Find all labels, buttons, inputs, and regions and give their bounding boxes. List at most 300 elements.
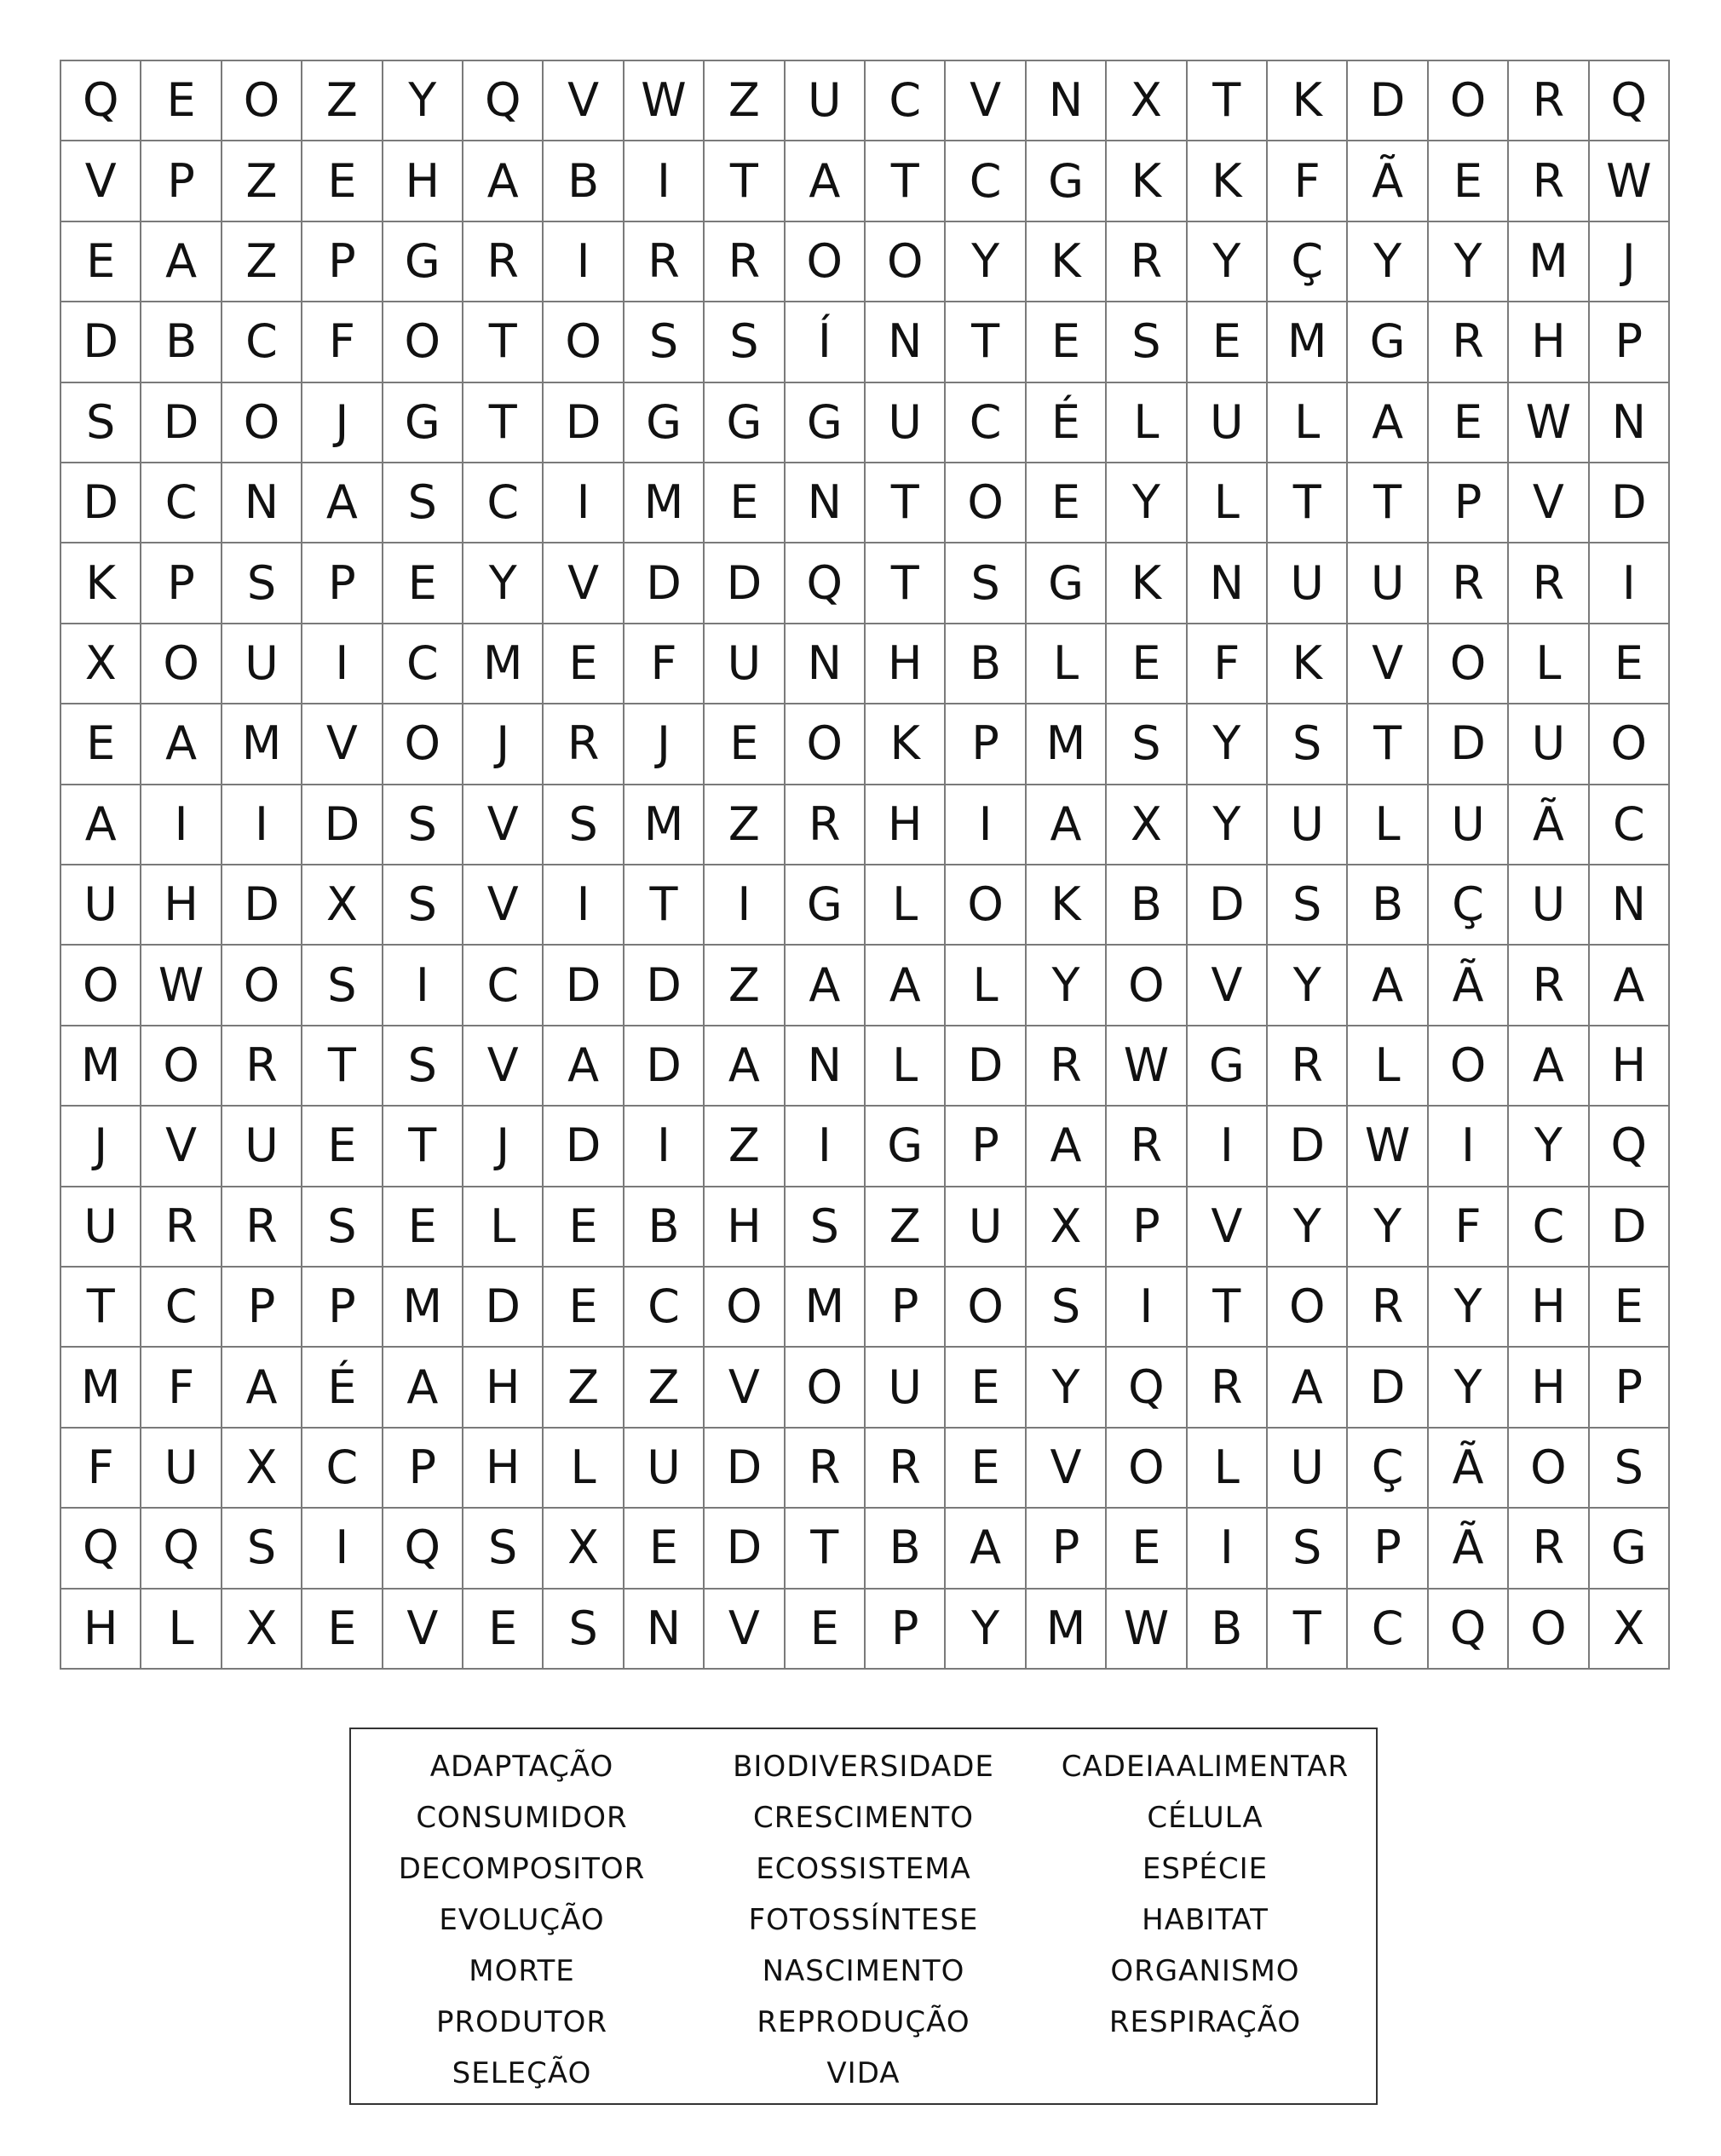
grid-cell[interactable]: O	[1268, 1268, 1348, 1348]
grid-cell[interactable]: O	[544, 302, 624, 382]
grid-cell[interactable]: U	[1268, 543, 1348, 624]
grid-cell[interactable]: R	[222, 1187, 302, 1268]
grid-cell[interactable]: I	[625, 141, 705, 221]
grid-cell[interactable]: A	[383, 1348, 463, 1428]
grid-cell[interactable]: X	[302, 865, 383, 946]
grid-cell[interactable]: R	[1027, 1026, 1107, 1107]
grid-cell[interactable]: O	[61, 946, 141, 1026]
grid-cell[interactable]: P	[302, 222, 383, 302]
grid-cell[interactable]: Z	[705, 946, 785, 1026]
grid-cell[interactable]: D	[1590, 463, 1670, 543]
grid-cell[interactable]: D	[705, 1429, 785, 1509]
grid-cell[interactable]: S	[222, 1509, 302, 1589]
grid-cell[interactable]: K	[1107, 141, 1187, 221]
grid-cell[interactable]: C	[1509, 1187, 1589, 1268]
grid-cell[interactable]: Í	[786, 302, 866, 382]
grid-cell[interactable]: V	[705, 1590, 785, 1670]
grid-cell[interactable]: G	[1027, 141, 1107, 221]
grid-cell[interactable]: H	[463, 1348, 544, 1428]
grid-cell[interactable]: S	[1268, 865, 1348, 946]
grid-cell[interactable]: X	[1107, 785, 1187, 865]
grid-cell[interactable]: O	[1429, 1026, 1509, 1107]
grid-cell[interactable]: S	[222, 543, 302, 624]
grid-cell[interactable]: Ã	[1348, 141, 1428, 221]
grid-cell[interactable]: U	[1509, 865, 1589, 946]
grid-cell[interactable]: H	[141, 865, 222, 946]
grid-cell[interactable]: Ã	[1429, 1509, 1509, 1589]
grid-cell[interactable]: E	[946, 1429, 1026, 1509]
grid-cell[interactable]: D	[1429, 704, 1509, 785]
grid-cell[interactable]: U	[786, 61, 866, 141]
grid-cell[interactable]: Y	[1268, 946, 1348, 1026]
grid-cell[interactable]: B	[141, 302, 222, 382]
grid-cell[interactable]: Y	[1188, 222, 1268, 302]
grid-cell[interactable]: H	[61, 1590, 141, 1670]
grid-cell[interactable]: I	[1188, 1509, 1268, 1589]
grid-cell[interactable]: U	[866, 1348, 946, 1428]
grid-cell[interactable]: Y	[463, 543, 544, 624]
grid-cell[interactable]: F	[302, 302, 383, 382]
grid-cell[interactable]: G	[383, 222, 463, 302]
grid-cell[interactable]: X	[222, 1590, 302, 1670]
grid-cell[interactable]: N	[625, 1590, 705, 1670]
grid-cell[interactable]: X	[1027, 1187, 1107, 1268]
grid-cell[interactable]: J	[302, 383, 383, 463]
grid-cell[interactable]: D	[141, 383, 222, 463]
grid-cell[interactable]: S	[1107, 704, 1187, 785]
grid-cell[interactable]: N	[786, 624, 866, 704]
grid-cell[interactable]: O	[222, 946, 302, 1026]
grid-cell[interactable]: L	[866, 865, 946, 946]
grid-cell[interactable]: I	[786, 1107, 866, 1187]
grid-cell[interactable]: P	[1107, 1187, 1187, 1268]
grid-cell[interactable]: R	[1348, 1268, 1428, 1348]
grid-cell[interactable]: Z	[302, 61, 383, 141]
grid-cell[interactable]: A	[946, 1509, 1026, 1589]
grid-cell[interactable]: U	[222, 1107, 302, 1187]
grid-cell[interactable]: S	[1027, 1268, 1107, 1348]
grid-cell[interactable]: E	[1107, 1509, 1187, 1589]
grid-cell[interactable]: Z	[705, 61, 785, 141]
grid-cell[interactable]: O	[1429, 61, 1509, 141]
grid-cell[interactable]: U	[61, 865, 141, 946]
grid-cell[interactable]: K	[1268, 61, 1348, 141]
grid-cell[interactable]: P	[141, 141, 222, 221]
grid-cell[interactable]: P	[141, 543, 222, 624]
grid-cell[interactable]: I	[141, 785, 222, 865]
grid-cell[interactable]: A	[1348, 946, 1428, 1026]
grid-cell[interactable]: F	[625, 624, 705, 704]
grid-cell[interactable]: R	[786, 1429, 866, 1509]
grid-cell[interactable]: P	[1348, 1509, 1428, 1589]
grid-cell[interactable]: W	[141, 946, 222, 1026]
grid-cell[interactable]: E	[1107, 624, 1187, 704]
grid-cell[interactable]: Q	[786, 543, 866, 624]
grid-cell[interactable]: Z	[222, 222, 302, 302]
grid-cell[interactable]: D	[61, 463, 141, 543]
grid-cell[interactable]: E	[141, 61, 222, 141]
grid-cell[interactable]: T	[383, 1107, 463, 1187]
grid-cell[interactable]: V	[383, 1590, 463, 1670]
grid-cell[interactable]: U	[141, 1429, 222, 1509]
grid-cell[interactable]: Y	[1429, 1268, 1509, 1348]
grid-cell[interactable]: G	[1590, 1509, 1670, 1589]
grid-cell[interactable]: E	[383, 543, 463, 624]
grid-cell[interactable]: M	[786, 1268, 866, 1348]
grid-cell[interactable]: Q	[1429, 1590, 1509, 1670]
grid-cell[interactable]: R	[1509, 543, 1589, 624]
grid-cell[interactable]: L	[866, 1026, 946, 1107]
grid-cell[interactable]: A	[786, 946, 866, 1026]
grid-cell[interactable]: Y	[1188, 785, 1268, 865]
grid-cell[interactable]: R	[1509, 946, 1589, 1026]
grid-cell[interactable]: A	[544, 1026, 624, 1107]
grid-cell[interactable]: D	[1188, 865, 1268, 946]
grid-cell[interactable]: C	[302, 1429, 383, 1509]
grid-cell[interactable]: O	[383, 704, 463, 785]
grid-cell[interactable]: A	[1027, 785, 1107, 865]
grid-cell[interactable]: B	[625, 1187, 705, 1268]
grid-cell[interactable]: O	[222, 61, 302, 141]
grid-cell[interactable]: V	[705, 1348, 785, 1428]
grid-cell[interactable]: R	[1509, 61, 1589, 141]
grid-cell[interactable]: S	[946, 543, 1026, 624]
grid-cell[interactable]: R	[1268, 1026, 1348, 1107]
grid-cell[interactable]: Z	[705, 785, 785, 865]
grid-cell[interactable]: C	[141, 463, 222, 543]
grid-cell[interactable]: N	[1027, 61, 1107, 141]
grid-cell[interactable]: F	[141, 1348, 222, 1428]
grid-cell[interactable]: D	[625, 1026, 705, 1107]
grid-cell[interactable]: P	[302, 1268, 383, 1348]
grid-cell[interactable]: O	[1429, 624, 1509, 704]
grid-cell[interactable]: V	[463, 865, 544, 946]
grid-cell[interactable]: J	[463, 1107, 544, 1187]
grid-cell[interactable]: Q	[383, 1509, 463, 1589]
grid-cell[interactable]: U	[705, 624, 785, 704]
grid-cell[interactable]: Ã	[1429, 946, 1509, 1026]
grid-cell[interactable]: D	[544, 946, 624, 1026]
grid-cell[interactable]: N	[866, 302, 946, 382]
grid-cell[interactable]: W	[625, 61, 705, 141]
grid-cell[interactable]: U	[1268, 1429, 1348, 1509]
grid-cell[interactable]: R	[1429, 543, 1509, 624]
grid-cell[interactable]: A	[1509, 1026, 1589, 1107]
grid-cell[interactable]: E	[61, 704, 141, 785]
grid-cell[interactable]: Y	[1027, 946, 1107, 1026]
grid-cell[interactable]: T	[866, 463, 946, 543]
grid-cell[interactable]: K	[61, 543, 141, 624]
grid-cell[interactable]: N	[222, 463, 302, 543]
grid-cell[interactable]: S	[544, 1590, 624, 1670]
grid-cell[interactable]: A	[463, 141, 544, 221]
grid-cell[interactable]: J	[1590, 222, 1670, 302]
grid-cell[interactable]: D	[705, 1509, 785, 1589]
grid-cell[interactable]: Y	[1107, 463, 1187, 543]
grid-cell[interactable]: É	[1027, 383, 1107, 463]
grid-cell[interactable]: A	[1268, 1348, 1348, 1428]
grid-cell[interactable]: A	[786, 141, 866, 221]
grid-cell[interactable]: R	[141, 1187, 222, 1268]
grid-cell[interactable]: T	[463, 302, 544, 382]
grid-cell[interactable]: R	[705, 222, 785, 302]
grid-cell[interactable]: U	[61, 1187, 141, 1268]
grid-cell[interactable]: S	[786, 1187, 866, 1268]
grid-cell[interactable]: I	[705, 865, 785, 946]
grid-cell[interactable]: D	[544, 1107, 624, 1187]
grid-cell[interactable]: E	[463, 1590, 544, 1670]
grid-cell[interactable]: X	[222, 1429, 302, 1509]
grid-cell[interactable]: T	[1268, 463, 1348, 543]
grid-cell[interactable]: Q	[1590, 1107, 1670, 1187]
grid-cell[interactable]: C	[383, 624, 463, 704]
grid-cell[interactable]: Y	[1348, 1187, 1428, 1268]
grid-cell[interactable]: O	[141, 624, 222, 704]
grid-cell[interactable]: S	[61, 383, 141, 463]
grid-cell[interactable]: L	[1107, 383, 1187, 463]
grid-cell[interactable]: V	[141, 1107, 222, 1187]
grid-cell[interactable]: T	[61, 1268, 141, 1348]
grid-cell[interactable]: M	[61, 1348, 141, 1428]
grid-cell[interactable]: I	[544, 222, 624, 302]
grid-cell[interactable]: K	[1107, 543, 1187, 624]
grid-cell[interactable]: I	[1188, 1107, 1268, 1187]
grid-cell[interactable]: H	[705, 1187, 785, 1268]
grid-cell[interactable]: P	[1590, 302, 1670, 382]
grid-cell[interactable]: T	[1348, 704, 1428, 785]
grid-cell[interactable]: G	[786, 865, 866, 946]
grid-cell[interactable]: G	[705, 383, 785, 463]
grid-cell[interactable]: C	[1348, 1590, 1428, 1670]
grid-cell[interactable]: V	[61, 141, 141, 221]
grid-cell[interactable]: S	[1268, 1509, 1348, 1589]
grid-cell[interactable]: O	[141, 1026, 222, 1107]
grid-cell[interactable]: A	[1348, 383, 1428, 463]
grid-cell[interactable]: L	[141, 1590, 222, 1670]
grid-cell[interactable]: E	[1027, 463, 1107, 543]
grid-cell[interactable]: T	[786, 1509, 866, 1589]
grid-cell[interactable]: S	[705, 302, 785, 382]
grid-cell[interactable]: C	[866, 61, 946, 141]
grid-cell[interactable]: U	[1268, 785, 1348, 865]
grid-cell[interactable]: W	[1348, 1107, 1428, 1187]
grid-cell[interactable]: R	[625, 222, 705, 302]
grid-cell[interactable]: W	[1107, 1590, 1187, 1670]
grid-cell[interactable]: Y	[1509, 1107, 1589, 1187]
grid-cell[interactable]: H	[866, 624, 946, 704]
grid-cell[interactable]: K	[1188, 141, 1268, 221]
grid-cell[interactable]: X	[544, 1509, 624, 1589]
grid-cell[interactable]: T	[302, 1026, 383, 1107]
grid-cell[interactable]: S	[625, 302, 705, 382]
grid-cell[interactable]: K	[1268, 624, 1348, 704]
grid-cell[interactable]: Y	[946, 222, 1026, 302]
grid-cell[interactable]: D	[61, 302, 141, 382]
grid-cell[interactable]: S	[302, 946, 383, 1026]
grid-cell[interactable]: L	[1188, 463, 1268, 543]
grid-cell[interactable]: S	[463, 1509, 544, 1589]
grid-cell[interactable]: D	[222, 865, 302, 946]
grid-cell[interactable]: A	[1590, 946, 1670, 1026]
grid-cell[interactable]: A	[61, 785, 141, 865]
grid-cell[interactable]: E	[302, 141, 383, 221]
grid-cell[interactable]: U	[1188, 383, 1268, 463]
grid-cell[interactable]: O	[1590, 704, 1670, 785]
grid-cell[interactable]: G	[625, 383, 705, 463]
grid-cell[interactable]: I	[302, 624, 383, 704]
grid-cell[interactable]: L	[1268, 383, 1348, 463]
grid-cell[interactable]: I	[383, 946, 463, 1026]
grid-cell[interactable]: B	[1348, 865, 1428, 946]
grid-cell[interactable]: D	[302, 785, 383, 865]
grid-cell[interactable]: A	[141, 704, 222, 785]
grid-cell[interactable]: H	[383, 141, 463, 221]
grid-cell[interactable]: T	[866, 141, 946, 221]
grid-cell[interactable]: F	[1429, 1187, 1509, 1268]
grid-cell[interactable]: E	[1429, 141, 1509, 221]
grid-cell[interactable]: O	[786, 222, 866, 302]
grid-cell[interactable]: W	[1509, 383, 1589, 463]
grid-cell[interactable]: F	[1268, 141, 1348, 221]
grid-cell[interactable]: M	[625, 463, 705, 543]
grid-cell[interactable]: D	[625, 543, 705, 624]
grid-cell[interactable]: A	[141, 222, 222, 302]
grid-cell[interactable]: G	[1027, 543, 1107, 624]
grid-cell[interactable]: L	[1188, 1429, 1268, 1509]
grid-cell[interactable]: H	[463, 1429, 544, 1509]
grid-cell[interactable]: T	[1188, 61, 1268, 141]
grid-cell[interactable]: R	[222, 1026, 302, 1107]
grid-cell[interactable]: E	[1590, 1268, 1670, 1348]
grid-cell[interactable]: P	[866, 1590, 946, 1670]
grid-cell[interactable]: P	[946, 1107, 1026, 1187]
grid-cell[interactable]: Y	[1429, 1348, 1509, 1428]
grid-cell[interactable]: Q	[463, 61, 544, 141]
grid-cell[interactable]: R	[463, 222, 544, 302]
grid-cell[interactable]: R	[1107, 222, 1187, 302]
grid-cell[interactable]: Q	[141, 1509, 222, 1589]
grid-cell[interactable]: N	[1590, 383, 1670, 463]
grid-cell[interactable]: Ã	[1509, 785, 1589, 865]
grid-cell[interactable]: T	[1268, 1590, 1348, 1670]
grid-cell[interactable]: Z	[222, 141, 302, 221]
grid-cell[interactable]: I	[544, 463, 624, 543]
grid-cell[interactable]: O	[1509, 1429, 1589, 1509]
grid-cell[interactable]: U	[1429, 785, 1509, 865]
grid-cell[interactable]: Y	[383, 61, 463, 141]
grid-cell[interactable]: Y	[1027, 1348, 1107, 1428]
grid-cell[interactable]: O	[786, 1348, 866, 1428]
grid-cell[interactable]: E	[705, 463, 785, 543]
grid-cell[interactable]: I	[302, 1509, 383, 1589]
grid-cell[interactable]: L	[463, 1187, 544, 1268]
grid-cell[interactable]: É	[302, 1348, 383, 1428]
grid-cell[interactable]: I	[222, 785, 302, 865]
grid-cell[interactable]: S	[383, 463, 463, 543]
grid-cell[interactable]: F	[61, 1429, 141, 1509]
grid-cell[interactable]: Ç	[1429, 865, 1509, 946]
grid-cell[interactable]: I	[544, 865, 624, 946]
grid-cell[interactable]: M	[61, 1026, 141, 1107]
grid-cell[interactable]: E	[544, 1268, 624, 1348]
grid-cell[interactable]: O	[946, 865, 1026, 946]
grid-cell[interactable]: Y	[946, 1590, 1026, 1670]
grid-cell[interactable]: E	[383, 1187, 463, 1268]
grid-cell[interactable]: D	[1590, 1187, 1670, 1268]
grid-cell[interactable]: P	[302, 543, 383, 624]
grid-cell[interactable]: W	[1107, 1026, 1187, 1107]
grid-cell[interactable]: Y	[1348, 222, 1428, 302]
grid-cell[interactable]: R	[544, 704, 624, 785]
grid-cell[interactable]: B	[1188, 1590, 1268, 1670]
grid-cell[interactable]: R	[1429, 302, 1509, 382]
grid-cell[interactable]: M	[1509, 222, 1589, 302]
grid-cell[interactable]: P	[946, 704, 1026, 785]
grid-cell[interactable]: R	[786, 785, 866, 865]
grid-cell[interactable]: U	[1348, 543, 1428, 624]
grid-cell[interactable]: V	[1188, 946, 1268, 1026]
grid-cell[interactable]: C	[625, 1268, 705, 1348]
grid-cell[interactable]: E	[1590, 624, 1670, 704]
grid-cell[interactable]: E	[61, 222, 141, 302]
grid-cell[interactable]: R	[1509, 141, 1589, 221]
grid-cell[interactable]: M	[463, 624, 544, 704]
grid-cell[interactable]: P	[866, 1268, 946, 1348]
grid-cell[interactable]: S	[383, 865, 463, 946]
grid-cell[interactable]: A	[1027, 1107, 1107, 1187]
grid-cell[interactable]: K	[866, 704, 946, 785]
grid-cell[interactable]: V	[463, 785, 544, 865]
grid-cell[interactable]: Z	[866, 1187, 946, 1268]
grid-cell[interactable]: A	[222, 1348, 302, 1428]
grid-cell[interactable]: N	[1590, 865, 1670, 946]
grid-cell[interactable]: O	[946, 1268, 1026, 1348]
grid-cell[interactable]: D	[544, 383, 624, 463]
grid-cell[interactable]: E	[1429, 383, 1509, 463]
grid-cell[interactable]: U	[222, 624, 302, 704]
grid-cell[interactable]: R	[866, 1429, 946, 1509]
grid-cell[interactable]: R	[1107, 1107, 1187, 1187]
grid-cell[interactable]: V	[302, 704, 383, 785]
grid-cell[interactable]: Z	[625, 1348, 705, 1428]
grid-cell[interactable]: E	[1188, 302, 1268, 382]
grid-cell[interactable]: Ç	[1348, 1429, 1428, 1509]
grid-cell[interactable]: O	[1107, 1429, 1187, 1509]
grid-cell[interactable]: B	[866, 1509, 946, 1589]
grid-cell[interactable]: M	[1027, 704, 1107, 785]
grid-cell[interactable]: V	[1027, 1429, 1107, 1509]
grid-cell[interactable]: M	[1268, 302, 1348, 382]
grid-cell[interactable]: D	[946, 1026, 1026, 1107]
grid-cell[interactable]: C	[946, 141, 1026, 221]
grid-cell[interactable]: N	[786, 1026, 866, 1107]
grid-cell[interactable]: A	[866, 946, 946, 1026]
grid-cell[interactable]: S	[383, 785, 463, 865]
grid-cell[interactable]: R	[1188, 1348, 1268, 1428]
grid-cell[interactable]: J	[61, 1107, 141, 1187]
grid-cell[interactable]: F	[1188, 624, 1268, 704]
grid-cell[interactable]: X	[61, 624, 141, 704]
grid-cell[interactable]: O	[705, 1268, 785, 1348]
grid-cell[interactable]: V	[1509, 463, 1589, 543]
grid-cell[interactable]: S	[1107, 302, 1187, 382]
grid-cell[interactable]: O	[222, 383, 302, 463]
grid-cell[interactable]: O	[1509, 1590, 1589, 1670]
grid-cell[interactable]: E	[625, 1509, 705, 1589]
grid-cell[interactable]: E	[544, 1187, 624, 1268]
grid-cell[interactable]: D	[1348, 61, 1428, 141]
grid-cell[interactable]: L	[1348, 1026, 1428, 1107]
